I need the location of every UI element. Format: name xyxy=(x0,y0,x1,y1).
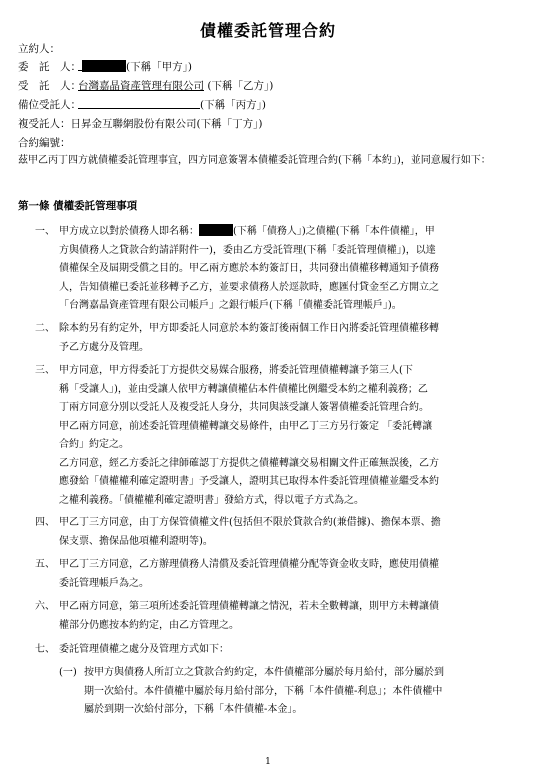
sub-clause-text: 按甲方與債務人所訂立之貸款合約約定，本件債權部分屬於每月給付，部分屬於到 xyxy=(84,667,444,678)
clause-line: 乙方同意，經乙方委託之律師確認丁方提供之債權轉讓交易相關文件正確無誤後，乙方 xyxy=(59,457,439,469)
sub-agent-value: 日昇金互聯網股份有限公司(下稱「丁方」) xyxy=(70,118,263,130)
clause-line: 委託管理帳戶為之。 xyxy=(59,577,149,589)
standby-line xyxy=(18,98,266,112)
sub-agent-line xyxy=(18,117,262,131)
clause-line: 丁兩方同意分別以受託人及複受託人身分，共同與該受讓人簽署債權委託管理合約。 xyxy=(59,402,429,413)
clause-text: 除本約另有約定外，甲方即委託人同意於本約簽訂後兩個工作日內將委託管理債權移轉 xyxy=(59,323,439,334)
redacted-principal-name xyxy=(82,60,126,72)
clause-number: 一、 xyxy=(35,226,55,237)
agent-line xyxy=(18,79,273,93)
clause-line: 甲乙兩方同意，前述委託管理債權轉讓交易條件，由甲乙丁三方另行簽定 「委託轉讓 xyxy=(59,420,433,432)
clause-number: 二、 xyxy=(35,323,55,334)
clause-text: 甲乙丁三方同意，由丁方保管債權文件(包括但不限於貸款合約(兼借據)、擔保本票、擔 xyxy=(59,517,441,528)
agent-suffix: (下稱「乙方」) xyxy=(207,80,274,92)
clause-text: (下稱「債務人」)之債權(下稱「本件債權」，甲 xyxy=(233,226,435,237)
clause-line: 方與債務人之貸款合約請詳附件一)，委由乙方受託管理(下稱「委託管理債權」)，以達 xyxy=(59,244,436,256)
clause-line: 債權保全及屆期受償之目的。甲乙兩方應於本約簽訂日，共同發出債權移轉通知予債務 xyxy=(59,263,439,274)
contract-number-label: 合約編號： xyxy=(18,137,71,149)
clause-text: 委託管理債權之處分及管理方式如下： xyxy=(59,644,229,655)
preamble: 茲甲乙丙丁四方就債權委託管理事宜，四方同意簽署本債權委託管理合約(下稱「本約」)，並同意履行如下： xyxy=(18,155,491,166)
clause-number: 七、 xyxy=(35,644,55,655)
principal-line xyxy=(18,60,192,74)
clause-line: 權部分仍應按本約約定，由乙方管理之。 xyxy=(59,619,239,631)
clause-line: 予乙方處分及管理。 xyxy=(59,341,149,353)
contract-number-line xyxy=(18,136,71,150)
clause-line: 保支票、擔保品他項權利證明等)。 xyxy=(59,535,213,547)
page-number: 1 xyxy=(265,757,271,767)
standby-label: 備位受託人： xyxy=(18,99,81,111)
clause-line: 「台灣嘉晶資產管理有限公司帳戶」之銀行帳戶(下稱「債權委託管理帳戶」)。 xyxy=(59,300,402,311)
clause-text: 甲乙兩方同意，第三項所述委託管理債權轉讓之情況，若未全數轉讓，則甲方未轉讓債 xyxy=(59,601,439,612)
clause-line: 應發給「債權權利確定證明書」予受讓人，證明其已取得本件委託管理債權並繼受本約 xyxy=(59,476,439,487)
clause-text: 甲方成立以對於債務人即名稱： xyxy=(59,226,199,237)
clause-item-3 xyxy=(35,362,507,510)
clause-item-5 xyxy=(35,556,507,593)
clause-text: 甲乙丁三方同意，乙方辦理債務人清償及委託管理債權分配等資金收支時，應使用債權 xyxy=(59,559,439,570)
principal-label: 委 託 人： xyxy=(18,61,81,73)
clause-line: 之權利義務。「債權權利確定證明書」發給方式，得以電子方式為之。 xyxy=(59,494,364,506)
principal-suffix: (下稱「甲方」) xyxy=(126,61,192,73)
clause-text: 甲方同意，甲方得委託丁方提供交易媒合服務，將委託管理債權轉讓予第三人(下 xyxy=(59,365,413,376)
standby-suffix: (下稱「丙方」) xyxy=(200,99,266,111)
clause-item-7 xyxy=(35,641,507,660)
clause-item-6 xyxy=(35,598,507,635)
agent-name: 台灣嘉晶資產管理有限公司 xyxy=(78,80,204,92)
clause-item-4 xyxy=(35,514,507,551)
sub-clause-item-1 xyxy=(59,664,507,720)
clause-number: 四、 xyxy=(35,517,55,528)
clause-number: 三、 xyxy=(35,365,55,376)
clause-number: 六、 xyxy=(35,601,55,612)
clause-line: 合約」約定之。 xyxy=(59,439,129,450)
sub-clause-line: 屬於到期一次給付部分，下稱「本件債權-本金」。 xyxy=(84,704,303,715)
sub-clause-number: (一) xyxy=(59,667,77,678)
section-heading: 第一條 債權委託管理事項 xyxy=(18,200,138,212)
clause-item-1 xyxy=(35,223,507,316)
clause-line: 人，告知債權已委託並移轉予乙方，並要求債務人於逕款時，應匯付貸金至乙方開立之 xyxy=(59,281,439,293)
sub-agent-label: 複受託人： xyxy=(18,118,71,130)
clause-line: 稱「受讓人」)，並由受讓人依甲方轉讓債權佔本件債權比例繼受本約之權利義務；乙 xyxy=(59,383,428,395)
redacted-debtor-name xyxy=(199,224,233,236)
agent-label: 受 託 人： xyxy=(18,80,81,92)
document-title: 債權委託管理合約 xyxy=(199,21,336,40)
sub-clause-line: 期一次給付。本件債權中屬於每月給付部分，下稱「本件債權-利息」；本件債權中 xyxy=(84,685,443,697)
parties-header: 立約人： xyxy=(18,43,60,55)
clause-item-2 xyxy=(35,320,507,357)
standby-blank xyxy=(78,98,200,109)
clause-number: 五、 xyxy=(35,559,55,570)
